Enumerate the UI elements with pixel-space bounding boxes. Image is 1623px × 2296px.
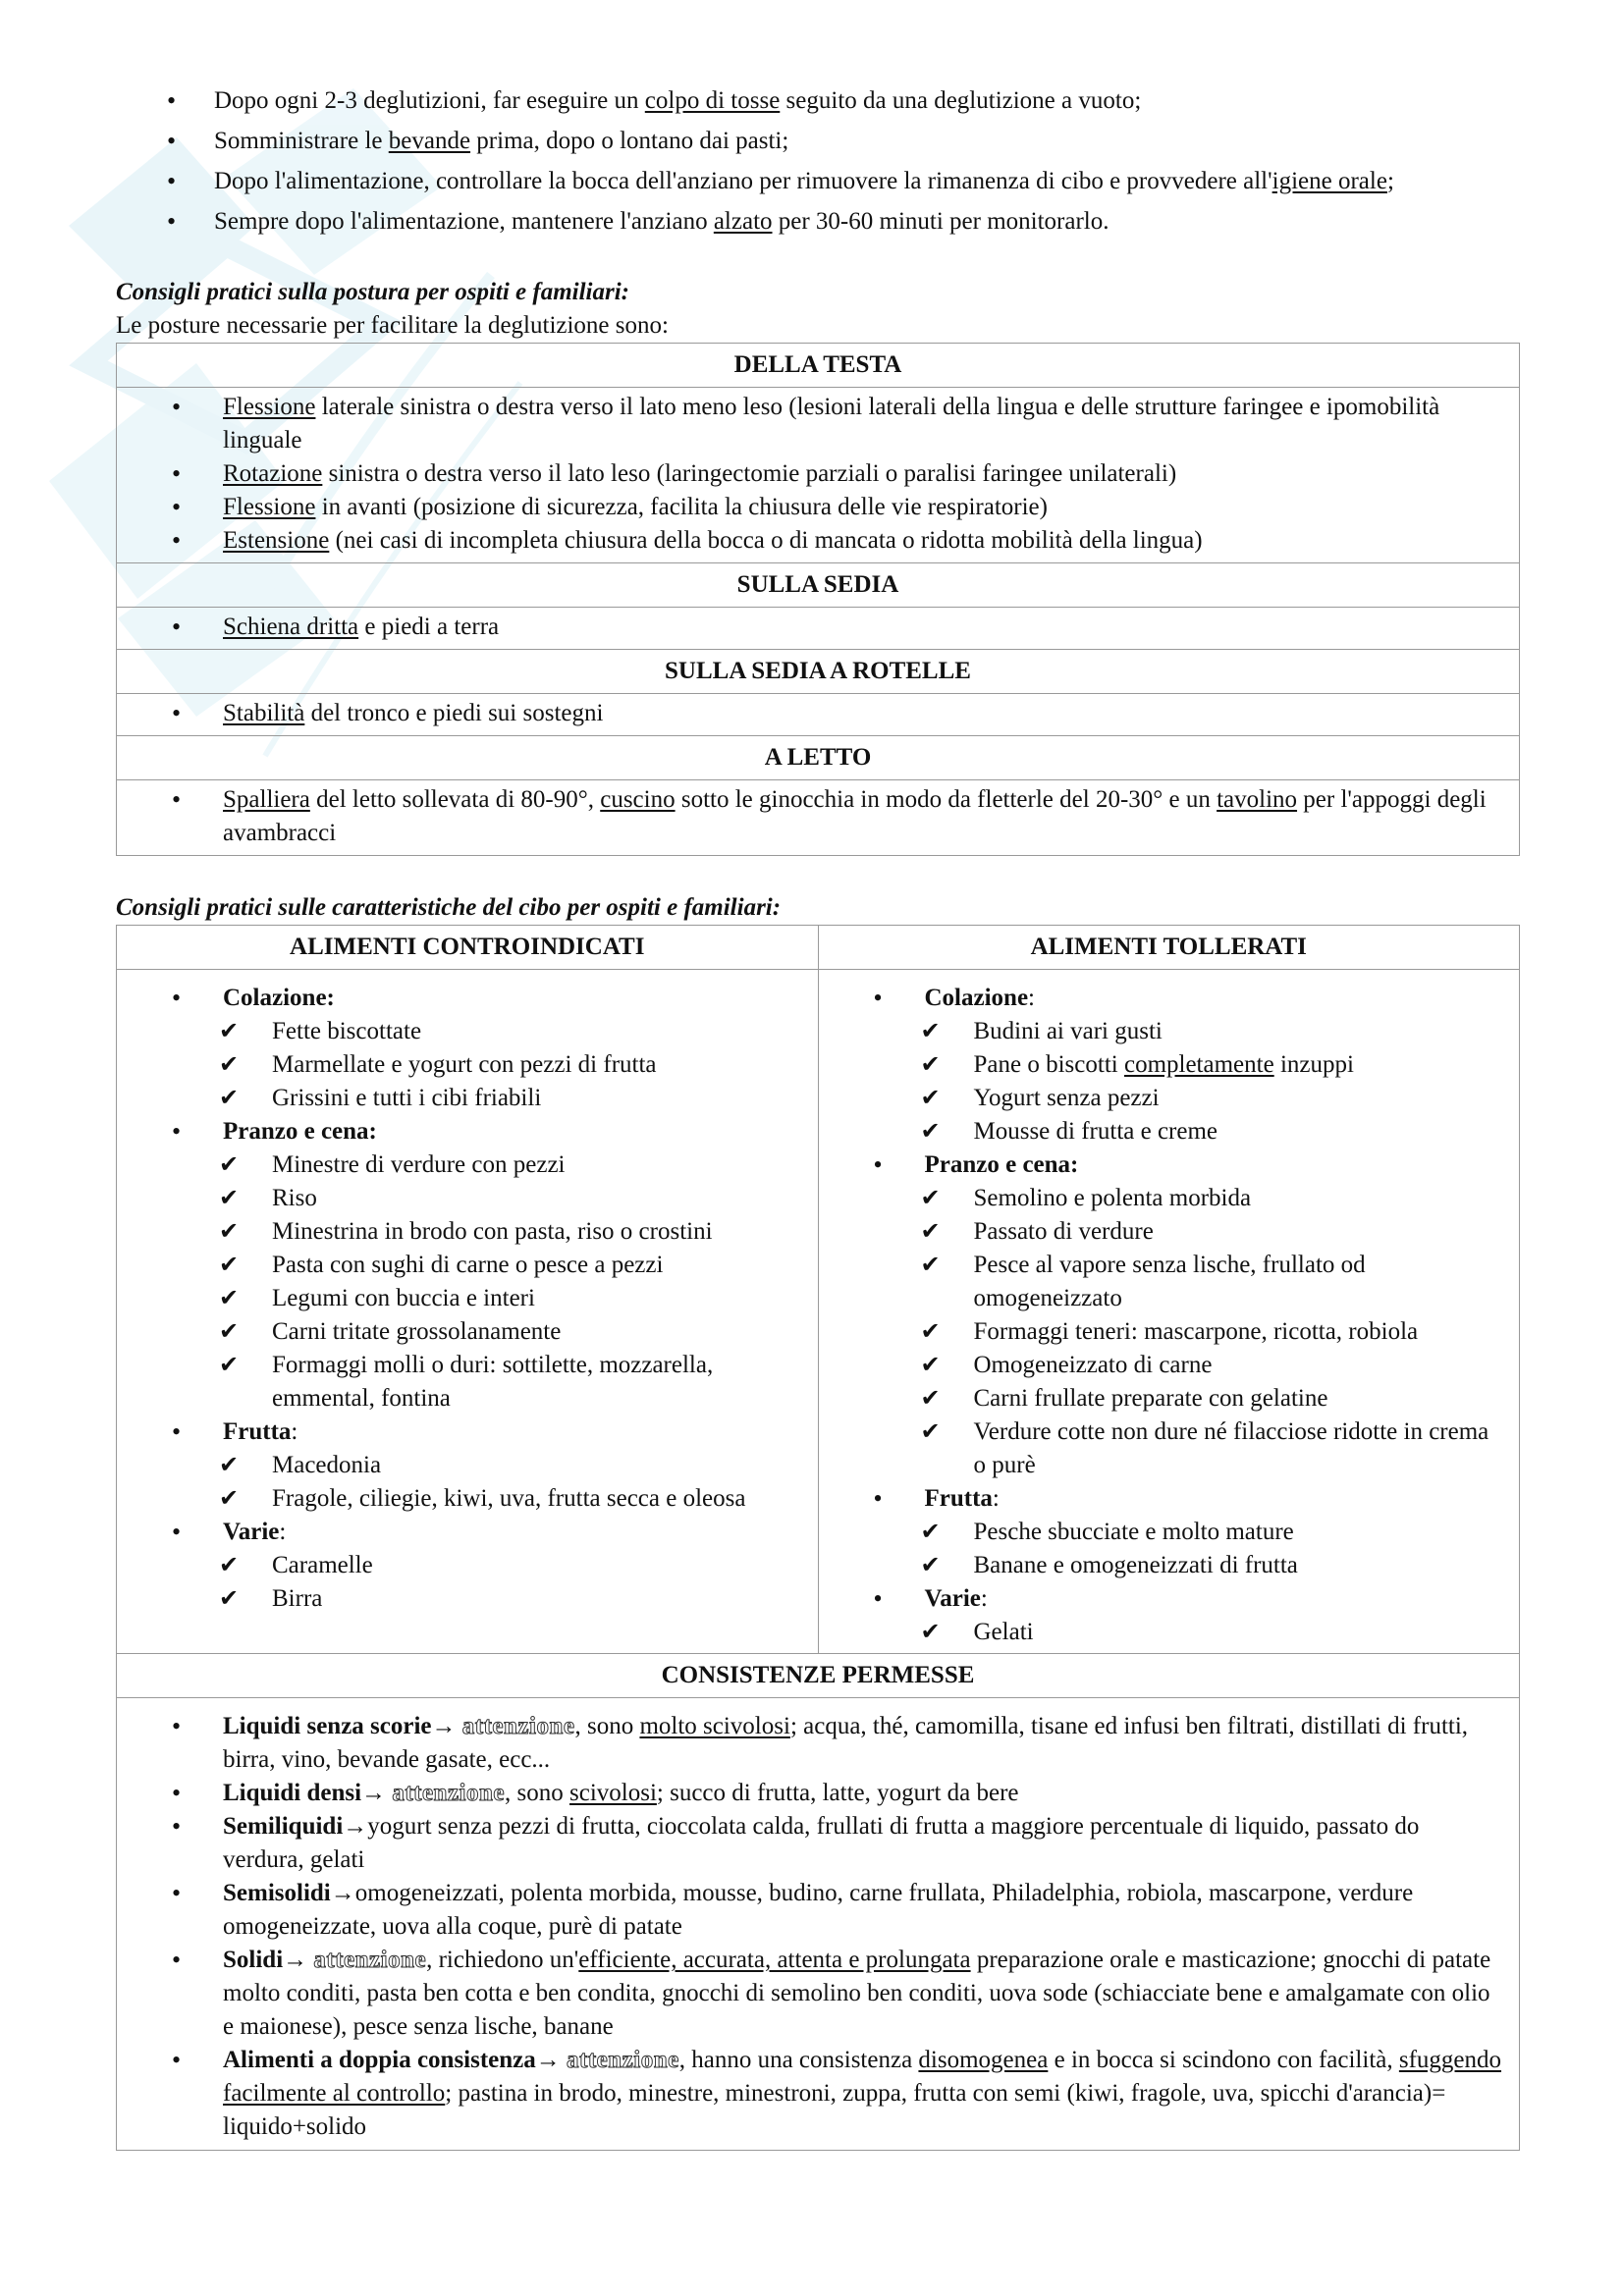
food-item xyxy=(819,1115,1506,1148)
posture-section-title: SULLA SEDIA A ROTELLE xyxy=(117,650,1520,694)
text-span: inzuppi xyxy=(1273,1051,1354,1078)
food-item: ✔ Pasta con sughi di carne o pesce a pezzi xyxy=(117,1249,804,1282)
term-label: Solidi→ xyxy=(223,1947,314,1973)
underlined-text: tavolino xyxy=(1217,786,1298,813)
food-item-wrapper xyxy=(819,1516,1506,1582)
term-label: Liquidi senza scorie→ xyxy=(223,1713,462,1739)
text-span: Carni frullate preparate con gelatine xyxy=(973,1385,1328,1412)
food-item: ✔ Grissini e tutti i cibi friabili xyxy=(117,1082,804,1115)
text-span: e in bocca si scindono con facilità, xyxy=(1048,2047,1399,2073)
text-span: Dopo l'alimentazione, controllare la bocca dell'anziano per rimuovere la rimanenza di cibo e provvedere all' xyxy=(214,168,1272,194)
food-category-label: Colazione: xyxy=(223,985,335,1011)
food-item: ✔ Carni tritate grossolanamente xyxy=(117,1315,804,1349)
text-span: , hanno una consistenza xyxy=(678,2047,919,2073)
text-span: ; pastina in brodo, minestre, minestroni, zuppa, frutta con semi (kiwi, fragole, uva, spicchi d'arancia)= liquido+solido xyxy=(223,2080,1446,2140)
food-item-wrapper xyxy=(117,1015,804,1115)
posture-item xyxy=(117,783,1505,850)
text-span: omogeneizzati, polenta morbida, mousse, budino, carne frullata, Philadelphia, robiola, mascarpone, verdure omogeneizzate, uova alla coque, purè di patate xyxy=(223,1880,1414,1940)
text-span: , sono xyxy=(505,1780,569,1806)
underlined-text: disomogenea xyxy=(918,2047,1049,2073)
text-span: Mousse di frutta e creme xyxy=(973,1118,1218,1145)
food-category xyxy=(819,1482,1506,1516)
consistenza-item xyxy=(117,1877,1505,1944)
food-category-label: Pranzo e cena: xyxy=(223,1118,377,1145)
food-item: ✔ Fette biscottate xyxy=(117,1015,804,1048)
attention-label: attenzione xyxy=(461,1713,575,1739)
text-span: Gelati xyxy=(973,1619,1034,1645)
food-item-wrapper xyxy=(819,1015,1506,1148)
food-category xyxy=(819,1582,1506,1616)
underlined-text: bevande xyxy=(388,128,471,154)
col-controindicati: ALIMENTI CONTROINDICATI xyxy=(117,926,819,970)
food-item: ✔ Minestrina in brodo con pasta, riso o crostini xyxy=(117,1215,804,1249)
food-item-list xyxy=(819,1015,1506,1148)
posture-intro: Le posture necessarie per facilitare la deglutizione sono: xyxy=(116,312,669,339)
top-bullet-item xyxy=(116,205,1520,239)
food-item-list xyxy=(819,1616,1506,1649)
consistenze-content-row xyxy=(117,1698,1520,2151)
posture-section-title: DELLA TESTA xyxy=(117,344,1520,388)
text-span: preparazione orale e masticazione; gnocchi di patate molto conditi, pasta ben cotta e ben condita, gnocchi di semolino ben conditi, uova sode (schiacciate bene e amalgamate con olio e maionese), pesce senza lische, banane xyxy=(223,1947,1491,2040)
top-bullet-item xyxy=(116,84,1520,118)
top-bullet-item xyxy=(116,125,1520,158)
food-item xyxy=(819,1382,1506,1415)
food-item-list xyxy=(117,1449,804,1516)
document-page xyxy=(116,84,1520,2151)
food-item xyxy=(819,1616,1506,1649)
underlined-text: Flessione xyxy=(223,394,316,420)
text-span: Dopo ogni 2-3 deglutizioni, far eseguire un xyxy=(214,87,645,114)
food-item xyxy=(819,1015,1506,1048)
food-item xyxy=(819,1215,1506,1249)
underlined-text: cuscino xyxy=(600,786,676,813)
underlined-text: colpo di tosse xyxy=(644,87,781,114)
food-item xyxy=(819,1549,1506,1582)
food-item: ✔ Minestre di verdure con pezzi xyxy=(117,1148,804,1182)
underlined-text: molto scivolosi xyxy=(639,1713,790,1739)
text-span: prima, dopo o lontano dai pasti; xyxy=(470,128,789,154)
posture-heading: Consigli pratici sulla postura per ospiti e familiari: xyxy=(116,279,629,305)
food-item: ✔ Riso xyxy=(117,1182,804,1215)
text-span: , richiedono un' xyxy=(426,1947,579,1973)
food-item-list xyxy=(117,1549,804,1616)
food-category-label: Pranzo e cena: xyxy=(924,1151,1079,1178)
food-item xyxy=(819,1415,1506,1482)
text-span: seguito da una deglutizione a vuoto; xyxy=(780,87,1142,114)
text-span: Yogurt senza pezzi xyxy=(973,1085,1160,1111)
consistenza-item xyxy=(117,1710,1505,1777)
top-bullet-list xyxy=(116,84,1520,239)
posture-item xyxy=(117,611,1505,644)
text-span: Omogeneizzato di carne xyxy=(973,1352,1213,1378)
food-item-list xyxy=(819,1182,1506,1482)
food-table xyxy=(116,925,1520,2151)
food-category xyxy=(117,1415,804,1449)
food-category xyxy=(819,1148,1506,1182)
food-item: ✔ Marmellate e yogurt con pezzi di frutta xyxy=(117,1048,804,1082)
underlined-text: Schiena dritta xyxy=(223,614,359,640)
consistenza-item xyxy=(117,1777,1505,1810)
food-item: ✔ Fragole, ciliegie, kiwi, uva, frutta secca e oleosa xyxy=(117,1482,804,1516)
posture-item-list xyxy=(117,783,1505,850)
food-item: ✔ Macedonia xyxy=(117,1449,804,1482)
term-label: Semiliquidi→ xyxy=(223,1813,368,1840)
posture-item-list xyxy=(117,391,1505,558)
text-span: , sono xyxy=(574,1713,640,1739)
food-category-label: Frutta xyxy=(924,1485,993,1512)
underlined-text: Estensione xyxy=(223,527,330,554)
posture-item xyxy=(117,697,1505,730)
food-item xyxy=(819,1516,1506,1549)
text-span: sinistra o destra verso il lato leso (laringectomie parziali o paralisi faringee unilaterali) xyxy=(322,460,1177,487)
food-item xyxy=(819,1082,1506,1115)
posture-section-body xyxy=(117,780,1520,856)
food-item xyxy=(819,1349,1506,1382)
underlined-text: igiene orale xyxy=(1271,168,1387,194)
consistenza-item xyxy=(117,1810,1505,1877)
underlined-text: Rotazione xyxy=(223,460,323,487)
consistenze-header-row xyxy=(117,1654,1520,1698)
term-label: Liquidi densi→ xyxy=(223,1780,393,1806)
posture-section-header xyxy=(117,736,1520,780)
food-item xyxy=(819,1048,1506,1082)
food-category xyxy=(117,982,804,1015)
text-span: Pesche sbucciate e molto mature xyxy=(973,1519,1294,1545)
food-item-wrapper xyxy=(117,1449,804,1516)
posture-item-list xyxy=(117,611,1505,644)
food-category-suffix: : xyxy=(291,1418,298,1445)
food-category-suffix: : xyxy=(980,1585,988,1612)
attention-label: attenzione xyxy=(313,1947,427,1973)
term-label: Alimenti a doppia consistenza→ xyxy=(223,2047,568,2073)
food-item: ✔ Legumi con buccia e interi xyxy=(117,1282,804,1315)
food-item-wrapper xyxy=(117,1148,804,1415)
posture-table xyxy=(116,343,1520,856)
food-category-label: Frutta xyxy=(223,1418,292,1445)
text-span: in avanti (posizione di sicurezza, facilita la chiusura delle vie respiratorie) xyxy=(315,494,1048,520)
posture-item-list xyxy=(117,697,1505,730)
food-item-wrapper xyxy=(819,1616,1506,1649)
text-span: ; succo di frutta, latte, yogurt da bere xyxy=(656,1780,1019,1806)
food-category xyxy=(819,982,1506,1015)
posture-item xyxy=(117,491,1505,524)
consistenze-title: CONSISTENZE PERMESSE xyxy=(117,1654,1520,1698)
food-item xyxy=(819,1315,1506,1349)
top-bullet-item xyxy=(116,165,1520,198)
consistenze-list xyxy=(117,1710,1505,2144)
posture-section-header xyxy=(117,563,1520,608)
posture-item xyxy=(117,524,1505,558)
food-item-wrapper xyxy=(819,1182,1506,1482)
posture-section-body xyxy=(117,608,1520,650)
food-item-list xyxy=(819,1516,1506,1582)
text-span: Banane e omogeneizzati di frutta xyxy=(973,1552,1298,1578)
text-span: Verdure cotte non dure né filacciose ridotte in crema o purè xyxy=(973,1418,1489,1478)
food-item: ✔ Birra xyxy=(117,1582,804,1616)
food-item: ✔ Caramelle xyxy=(117,1549,804,1582)
underlined-text: completamente xyxy=(1123,1051,1274,1078)
food-item-wrapper xyxy=(117,1549,804,1616)
text-span: laterale sinistra o destra verso il lato meno leso (lesioni laterali della lingua e delle strutture faringee e ipomobilità linguale xyxy=(223,394,1440,454)
food-category-label: Colazione xyxy=(924,985,1029,1011)
posture-section-body xyxy=(117,388,1520,563)
text-span: e piedi a terra xyxy=(358,614,500,640)
underlined-text: Flessione xyxy=(223,494,316,520)
underlined-text: efficiente, accurata, attenta e prolungata xyxy=(578,1947,971,1973)
food-item xyxy=(819,1249,1506,1315)
food-header-row xyxy=(117,926,1520,970)
posture-section-header xyxy=(117,650,1520,694)
tollerati-list xyxy=(819,982,1506,1649)
food-item-list xyxy=(117,1015,804,1115)
posture-item xyxy=(117,457,1505,491)
text-span: ; xyxy=(1386,168,1394,194)
text-span: Pane o biscotti xyxy=(973,1051,1124,1078)
attention-label: attenzione xyxy=(392,1780,506,1806)
underlined-text: alzato xyxy=(713,208,773,235)
underlined-text: Spalliera xyxy=(223,786,310,813)
text-span: per 30-60 minuti per monitorarlo. xyxy=(772,208,1109,235)
text-span: Budini ai vari gusti xyxy=(973,1018,1163,1044)
controindicati-list xyxy=(117,982,804,1616)
col-tollerati: ALIMENTI TOLLERATI xyxy=(818,926,1520,970)
food-item-list xyxy=(117,1148,804,1415)
text-span: Pesce al vapore senza lische, frullato od omogeneizzato xyxy=(973,1252,1366,1311)
underlined-text: Stabilità xyxy=(223,700,305,726)
food-heading: Consigli pratici sulle caratteristiche del cibo per ospiti e familiari: xyxy=(116,894,782,921)
food-category-suffix: : xyxy=(1028,985,1035,1011)
food-category-label: Varie xyxy=(924,1585,981,1612)
food-content-row xyxy=(117,970,1520,1654)
food-category xyxy=(117,1516,804,1549)
text-span: Passato di verdure xyxy=(973,1218,1154,1245)
text-span: ; acqua, thé, camomilla, tisane ed infusi ben filtrati, distillati di frutti, birra, vino, bevande gasate, ecc... xyxy=(223,1713,1469,1773)
text-span: Formaggi teneri: mascarpone, ricotta, robiola xyxy=(973,1318,1419,1345)
text-span: Semolino e polenta morbida xyxy=(973,1185,1252,1211)
consistenza-item xyxy=(117,2044,1505,2144)
term-label: Semisolidi→ xyxy=(223,1880,355,1906)
food-category-suffix: : xyxy=(279,1519,287,1545)
text-span: (nei casi di incompleta chiusura della bocca o di mancata o ridotta mobilità della lingua) xyxy=(329,527,1203,554)
text-span: Sempre dopo l'alimentazione, mantenere l'anziano xyxy=(214,208,714,235)
underlined-text: scivolosi xyxy=(569,1780,657,1806)
text-span: per l'appoggi degli avambracci xyxy=(223,786,1487,846)
consistenza-item xyxy=(117,1944,1505,2044)
posture-item xyxy=(117,391,1505,457)
food-category xyxy=(117,1115,804,1148)
text-span: yogurt senza pezzi di frutta, cioccolata calda, frullati di frutta a maggiore percentuale di liquido, passato do verdura, gelati xyxy=(223,1813,1420,1873)
posture-section-header xyxy=(117,344,1520,388)
posture-section-title: SULLA SEDIA xyxy=(117,563,1520,608)
attention-label: attenzione xyxy=(567,2047,679,2073)
food-category-suffix: : xyxy=(992,1485,1000,1512)
underlined-text: sfuggendo facilmente al controllo xyxy=(223,2047,1502,2107)
food-category-label: Varie xyxy=(223,1519,280,1545)
text-span: sotto le ginocchia in modo da fletterle del 20-30° e un xyxy=(675,786,1217,813)
food-item: ✔ Formaggi molli o duri: sottilette, mozzarella, emmental, fontina xyxy=(117,1349,804,1415)
text-span: del letto sollevata di 80-90°, xyxy=(309,786,601,813)
text-span: del tronco e piedi sui sostegni xyxy=(304,700,604,726)
posture-section-title: A LETTO xyxy=(117,736,1520,780)
text-span: Somministrare le xyxy=(214,128,389,154)
posture-section-body xyxy=(117,694,1520,736)
food-item xyxy=(819,1182,1506,1215)
